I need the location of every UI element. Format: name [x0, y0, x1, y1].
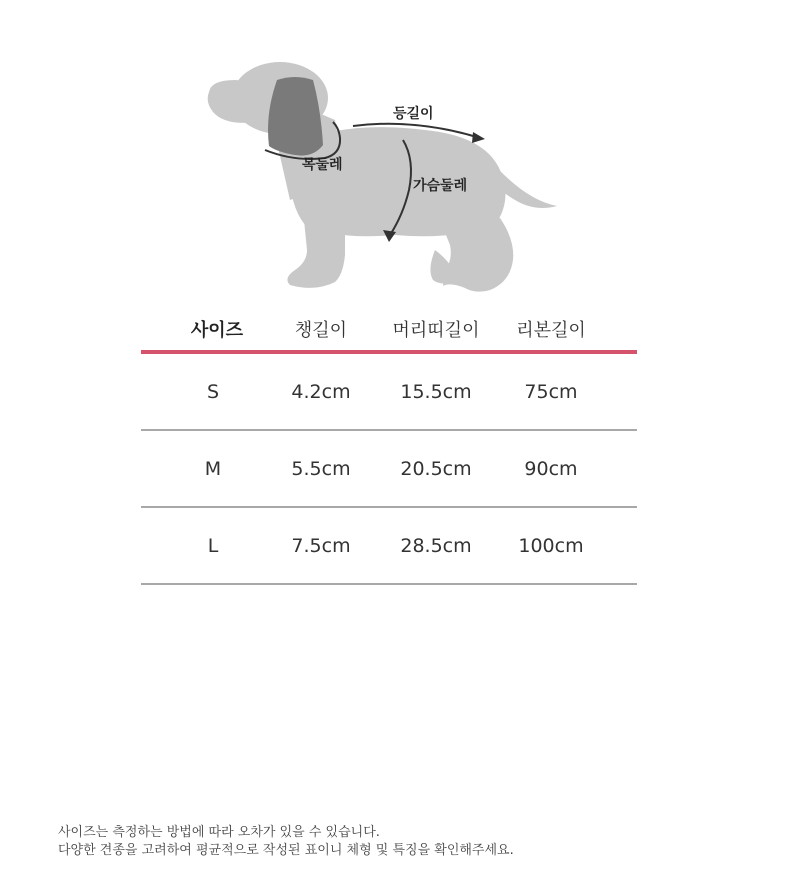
cell-ribbon-length: 100cm	[518, 535, 584, 557]
cell-size: L	[207, 535, 219, 557]
header-brim-length: 챙길이	[294, 320, 348, 341]
dog-silhouette-icon	[195, 50, 575, 305]
cell-size: M	[204, 458, 222, 480]
table-row-m	[141, 431, 637, 508]
size-chart-table	[141, 305, 637, 585]
back-length-arrowhead	[472, 132, 485, 143]
size-disclaimer	[58, 824, 514, 860]
chest-girth-arrowhead	[383, 230, 396, 242]
cell-headband-length: 15.5cm	[400, 381, 472, 403]
cell-headband-length: 20.5cm	[400, 458, 472, 480]
cell-brim-length: 4.2cm	[291, 381, 351, 403]
cell-brim-length: 5.5cm	[291, 458, 351, 480]
cell-brim-length: 7.5cm	[291, 535, 351, 557]
dog-ear	[268, 77, 323, 156]
cell-headband-length: 28.5cm	[400, 535, 472, 557]
cell-ribbon-length: 75cm	[524, 381, 578, 403]
cell-size: S	[206, 381, 220, 403]
table-row-s	[141, 354, 637, 431]
table-header-row	[141, 305, 637, 354]
dog-measurement-illustration	[195, 50, 575, 305]
dog-body	[208, 62, 557, 292]
chest-girth-label: 가슴둘레	[413, 178, 468, 194]
header-size: 사이즈	[190, 320, 244, 341]
neck-girth-label: 목둘레	[302, 157, 343, 173]
disclaimer-line-2: 다양한 견종을 고려하여 평균적으로 작성된 표이니 체형 및 특징을 확인해주세요.	[58, 843, 514, 858]
disclaimer-line-1: 사이즈는 측정하는 방법에 따라 오차가 있을 수 있습니다.	[58, 825, 380, 840]
back-length-label: 등길이	[393, 106, 434, 122]
header-ribbon-length: 리본길이	[516, 320, 586, 341]
table-row-l	[141, 508, 637, 585]
header-headband-length: 머리띠길이	[392, 320, 480, 341]
cell-ribbon-length: 90cm	[524, 458, 578, 480]
